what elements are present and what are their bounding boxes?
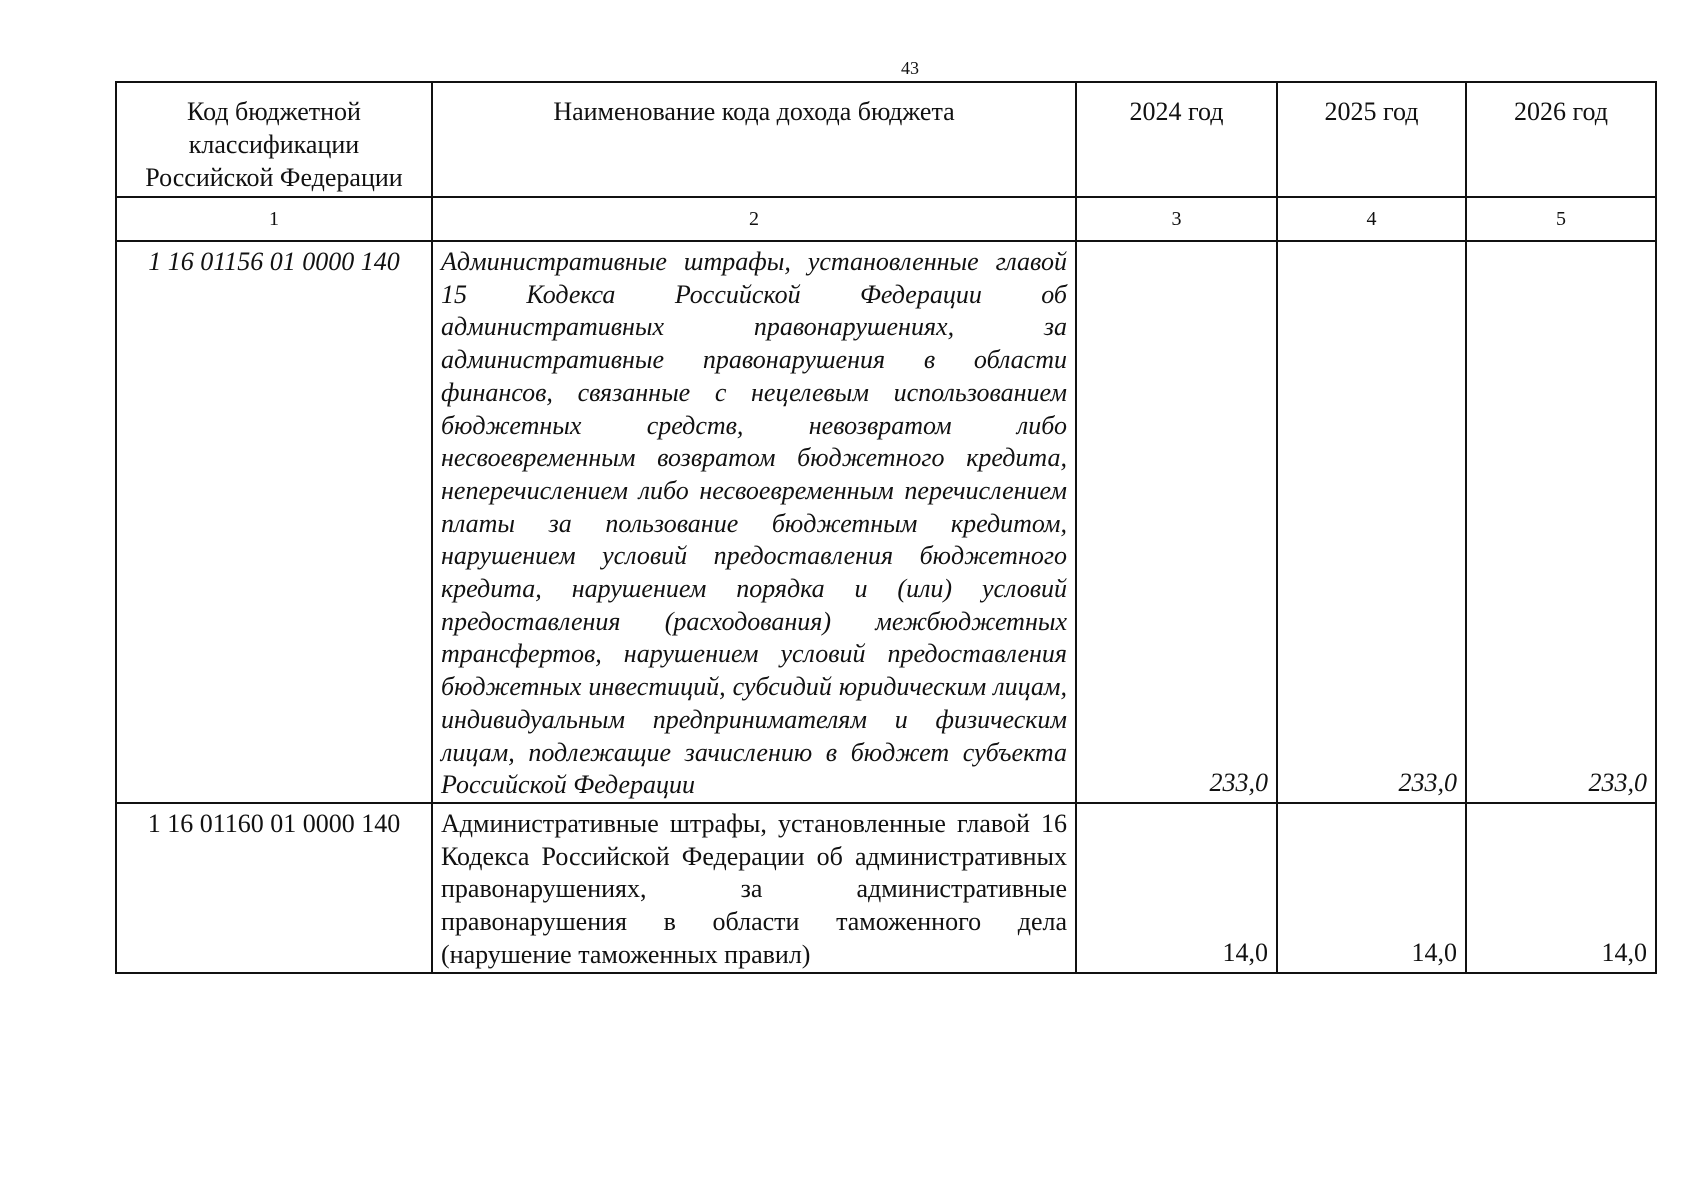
value-2026-cell: 14,0 bbox=[1466, 803, 1656, 973]
header-year-2025: 2025 год bbox=[1277, 82, 1466, 197]
column-number-row bbox=[116, 197, 1656, 241]
value-2024-cell: 14,0 bbox=[1076, 803, 1277, 973]
budget-revenue-table bbox=[115, 81, 1657, 974]
table-row bbox=[116, 803, 1656, 973]
header-budget-code: Код бюджетной классификации Российской Федерации bbox=[116, 82, 432, 197]
value-2025-cell: 14,0 bbox=[1277, 803, 1466, 973]
column-number: 3 bbox=[1076, 197, 1277, 241]
column-number: 4 bbox=[1277, 197, 1466, 241]
header-year-2024: 2024 год bbox=[1076, 82, 1277, 197]
column-number: 5 bbox=[1466, 197, 1656, 241]
table-row bbox=[116, 241, 1656, 803]
budget-code-cell: 1 16 01156 01 0000 140 bbox=[116, 241, 432, 803]
page-number: 43 bbox=[901, 58, 919, 78]
budget-code-cell: 1 16 01160 01 0000 140 bbox=[116, 803, 432, 973]
column-number: 1 bbox=[116, 197, 432, 241]
value-2026-cell: 233,0 bbox=[1466, 241, 1656, 803]
revenue-description-cell: Административные штрафы, установленные главой 15 Кодекса Российской Федерации об административных правонарушениях, за административные правонарушения в области финансов, связанные с нецелевым использованием бюджетных средств, невозвратом либо несвоевременным возвратом бюджетного кредита, неперечислением либо несвоевременным перечислением платы за пользование бюджетным кредитом, нарушением условий предоставления бюджетного кредита, нарушением порядка и (или) условий предоставления (расходования) межбюджетных трансфертов, нарушением условий предоставления бюджетных инвестиций, субсидий юридическим лицам, индивидуальным предпринимателям и физическим лицам, подлежащие зачислению в бюджет субъекта Российской Федерации bbox=[432, 241, 1076, 803]
value-2024-cell: 233,0 bbox=[1076, 241, 1277, 803]
column-number: 2 bbox=[432, 197, 1076, 241]
revenue-description-cell: Административные штрафы, установленные главой 16 Кодекса Российской Федерации об административных правонарушениях, за административные правонарушения в области таможенного дела (нарушение таможенных правил) bbox=[432, 803, 1076, 973]
value-2025-cell: 233,0 bbox=[1277, 241, 1466, 803]
header-revenue-name: Наименование кода дохода бюджета bbox=[432, 82, 1076, 197]
table-header-row bbox=[116, 82, 1656, 197]
header-year-2026: 2026 год bbox=[1466, 82, 1656, 197]
